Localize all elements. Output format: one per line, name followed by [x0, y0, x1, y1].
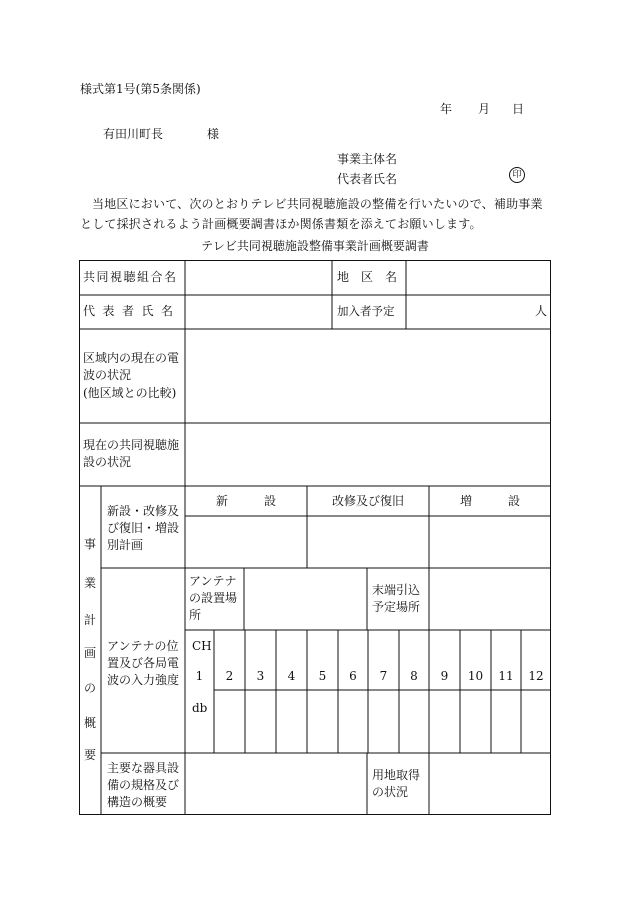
plan-type-label: 新設・改修及び復旧・増設別計画	[107, 504, 180, 552]
channel-number: 9	[440, 669, 449, 683]
channel-number: 1	[195, 669, 204, 683]
applicant-name-label: 事業主体名	[337, 152, 398, 166]
form-number: 様式第1号(第5条関係)	[80, 82, 201, 96]
plan-section-char: 概	[83, 716, 96, 730]
document-title: テレビ共同視聴施設整備事業計画概要調書	[201, 239, 429, 253]
db-label: db	[192, 701, 208, 715]
channel-number: 10	[467, 669, 484, 683]
antenna-signal-label: アンテナの位置及び各局電波の入力強度	[107, 639, 180, 687]
current-facility-label: 現在の共同視聴施設の状況	[83, 438, 180, 469]
plan-section-char: 計	[83, 613, 96, 627]
expected-subscribers-label: 加入者予定	[337, 304, 395, 318]
seal-icon: 印	[509, 167, 525, 183]
channel-number: 11	[498, 669, 514, 683]
plan-section-char: 画	[83, 646, 96, 660]
channel-number: 7	[379, 669, 388, 683]
channel-number: 4	[287, 669, 296, 683]
request-paragraph: 当地区において、次のとおりテレビ共同視聴施設の整備を行いたいので、補助事業として採択されるよう計画概要調書ほか関係書類を添えてお願いします。	[80, 197, 543, 231]
channel-number: 3	[256, 669, 265, 683]
plan-section-char: 事	[83, 537, 96, 551]
date-year: 年	[440, 102, 453, 116]
comparison-note: (他区域との比較)	[83, 386, 177, 400]
land-acquisition-label: 用地取得の状況	[372, 768, 421, 799]
channel-number: 12	[528, 669, 544, 683]
channel-number: 5	[318, 669, 327, 683]
plan-repair-header: 改修及び復旧	[331, 494, 404, 508]
addressee: 有田川町長	[103, 127, 164, 141]
equipment-label: 主要な器具設備の規格及び構造の概要	[107, 761, 180, 809]
channel-number: 6	[349, 669, 357, 683]
association-name-label: 共同視聴組合名	[83, 270, 178, 284]
representative-name-label: 代表者氏名	[337, 172, 398, 186]
plan-section-char: 業	[83, 576, 96, 590]
channel-label: CH	[192, 639, 212, 653]
representative-name-row-label: 代表者氏名	[83, 304, 181, 318]
subscribers-unit: 人	[535, 304, 548, 318]
date-month: 月	[478, 102, 491, 116]
plan-new-header: 新 設	[215, 494, 276, 508]
plan-section-char: 要	[83, 748, 96, 762]
plan-expand-header: 増 設	[459, 494, 520, 508]
channel-number: 2	[225, 669, 234, 683]
antenna-site-label: アンテナの設置場所	[189, 574, 238, 622]
date-day: 日	[512, 102, 525, 116]
area-name-label: 地 区 名	[337, 270, 398, 284]
date-line	[440, 100, 530, 114]
current-signal-label: 区域内の現在の電波の状況	[83, 351, 180, 382]
terminal-site-label: 末端引込予定場所	[372, 583, 421, 614]
addressee-honorific: 様	[207, 127, 220, 141]
channel-number: 8	[410, 669, 418, 683]
plan-summary-table	[79, 260, 551, 815]
plan-section-char: の	[83, 681, 96, 695]
